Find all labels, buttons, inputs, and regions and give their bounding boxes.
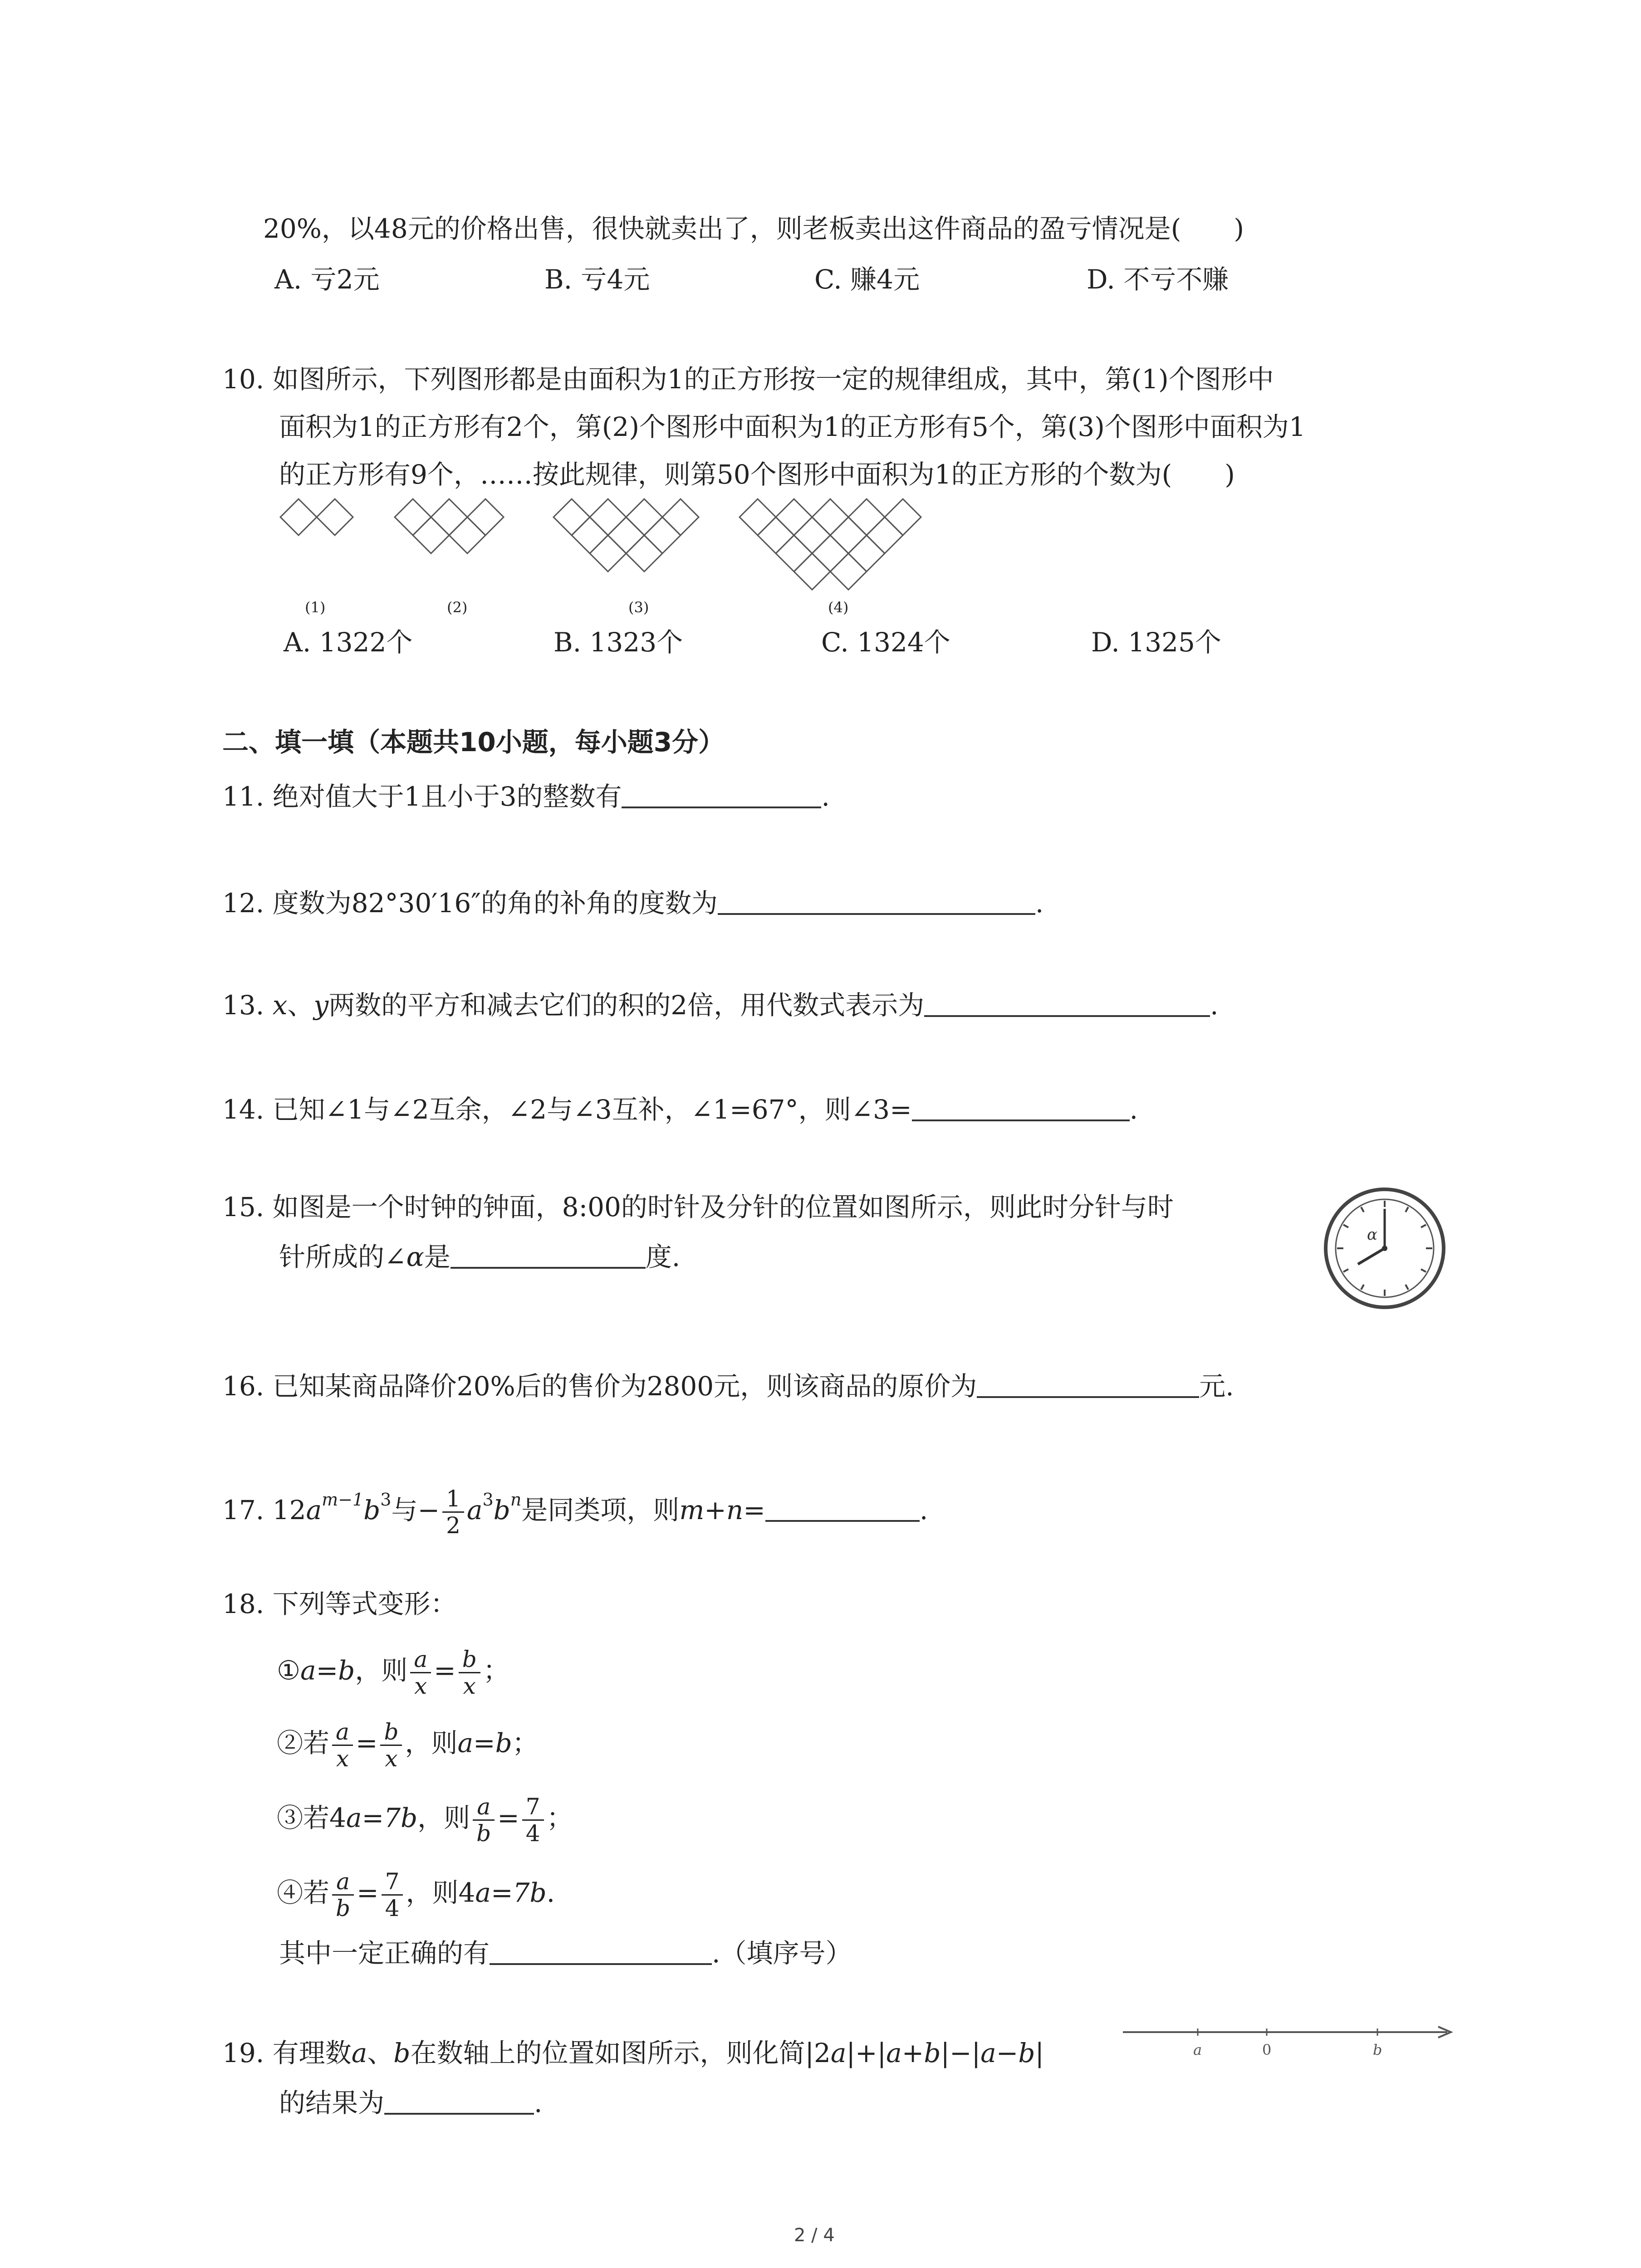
- s1-n1: a: [410, 1647, 431, 1673]
- q19-line1: [222, 2037, 1044, 2069]
- q17-number: 17. 12: [222, 1495, 306, 1525]
- q19-line2: [279, 2087, 542, 2119]
- q9-option-d: D. 不亏不赚: [1087, 264, 1229, 295]
- q16-text: 16. 已知某商品降价20%后的售价为2800元，则该商品的原价为: [222, 1371, 977, 1402]
- q19-end: .: [534, 2087, 543, 2118]
- q19-expression: |+|a+b|−|a−b|: [846, 2038, 1044, 2068]
- s1-eq: a=b: [300, 1655, 355, 1686]
- s4-d2: 4: [385, 1895, 400, 1921]
- s2-n2: b: [380, 1719, 402, 1746]
- s3-d2: 4: [525, 1820, 540, 1847]
- s3-pre: ③若4: [277, 1802, 346, 1833]
- s2-frac2: [380, 1719, 402, 1771]
- s3-frac2: [522, 1794, 544, 1846]
- s1-d1: x: [414, 1673, 427, 1699]
- figure-caption-1: (1): [305, 599, 326, 616]
- q9-text: 20%，以48元的价格出售，很快就卖出了，则老板卖出这件商品的盈亏情况是( ): [263, 213, 1244, 244]
- s3-n2: 7: [522, 1794, 544, 1821]
- number-line: [1121, 2019, 1456, 2059]
- q18-intro: 18. 下列等式变形：: [222, 1589, 457, 1619]
- q10-option-d: D. 1325个: [1091, 627, 1221, 658]
- q19-var-b: b: [393, 2038, 411, 2068]
- q10-line1: 10. 如图所示，下列图形都是由面积为1的正方形按一定的规律组成，其中，第(1)个图形中: [222, 364, 1274, 395]
- q15-end: 度.: [645, 1242, 681, 1272]
- q12: [222, 887, 1043, 919]
- q19-answer-blank[interactable]: [384, 2087, 534, 2115]
- q14: [222, 1093, 1138, 1126]
- s3-eq: a=7b: [346, 1802, 418, 1833]
- s1-frac2: [459, 1647, 480, 1699]
- q13-var-y: y: [314, 990, 329, 1021]
- s3-n1: a: [473, 1794, 495, 1821]
- figure-caption-2: (2): [447, 599, 468, 616]
- s3-mid: ，则: [417, 1802, 470, 1833]
- s1-pre: ①: [277, 1655, 300, 1686]
- q17-mid: 与−: [391, 1495, 440, 1525]
- q18-statement-1: [277, 1647, 509, 1699]
- s2-pre: ②若: [277, 1727, 330, 1759]
- s4-d1: b: [336, 1895, 351, 1921]
- s2-eq: a=b: [457, 1727, 512, 1759]
- s2-mid: ，则: [405, 1727, 458, 1759]
- q17-end: .: [919, 1495, 928, 1525]
- s4-n1: a: [332, 1869, 354, 1896]
- q10-line3: 的正方形有9个，……按此规律，则第50个图形中面积为1的正方形的个数为( ): [279, 459, 1235, 490]
- q10-line2: 面积为1的正方形有2个，第(2)个图形中面积为1的正方形有5个，第(3)个图形中面积为1: [279, 411, 1306, 442]
- q9-option-a: A. 亏2元: [274, 264, 380, 295]
- q15-answer-blank[interactable]: [451, 1241, 646, 1269]
- s1-d2: x: [463, 1673, 476, 1699]
- q10-option-a: A. 1322个: [284, 627, 413, 658]
- q12-end: .: [1035, 888, 1044, 919]
- s3-end: ；: [546, 1802, 573, 1833]
- figure-4: [740, 499, 921, 590]
- axis-label-0: 0: [1262, 2041, 1272, 2058]
- q17-var-a: a: [306, 1495, 322, 1525]
- q17-frac-den: 2: [446, 1512, 460, 1539]
- q19-text-c: 的结果为: [279, 2087, 385, 2118]
- figure-3: [554, 499, 699, 572]
- q14-text: 14. 已知∠1与∠2互余，∠2与∠3互补，∠1=67°，则∠3=: [222, 1094, 912, 1125]
- s4-pre: ④若: [277, 1877, 330, 1908]
- q17-exp3: 3: [482, 1490, 494, 1510]
- q18-statement-2: [277, 1719, 539, 1771]
- q17-text: 是同类项，则: [521, 1495, 680, 1525]
- s4-mid: ，则4: [406, 1877, 475, 1908]
- s4-end: .: [546, 1877, 555, 1908]
- q12-text: 12. 度数为82°30′16″的角的补角的度数为: [222, 888, 718, 919]
- q17: [222, 1483, 928, 1538]
- q11: [222, 780, 830, 813]
- q18-final-text: 其中一定正确的有: [279, 1938, 490, 1969]
- clock-icon: [1323, 1186, 1447, 1311]
- s4-eq: a=7b: [475, 1877, 547, 1908]
- q17-exp1: m−1: [322, 1490, 364, 1510]
- figure-1: [280, 499, 353, 535]
- q13-answer-blank[interactable]: [924, 989, 1210, 1017]
- q13-end: .: [1210, 990, 1219, 1021]
- q12-answer-blank[interactable]: [718, 887, 1035, 915]
- s1-eqs: =: [434, 1655, 456, 1686]
- q13-var-x: x: [272, 990, 288, 1021]
- q17-fraction: [442, 1486, 464, 1538]
- q18-final: [279, 1937, 852, 1970]
- q17-answer-blank[interactable]: [765, 1494, 920, 1522]
- q11-end: .: [821, 781, 830, 812]
- s3-d1: b: [476, 1820, 491, 1847]
- q13-sep: 、: [287, 990, 314, 1021]
- s2-frac1: [332, 1719, 353, 1771]
- q17-exp4: n: [510, 1490, 522, 1510]
- q13-text: 两数的平方和减去它们的积的2倍，用代数式表示为: [328, 990, 925, 1021]
- section-heading: 二、填一填（本题共10小题，每小题3分）: [222, 727, 725, 758]
- q17-exp2: 3: [380, 1490, 392, 1510]
- q9-option-b: B. 亏4元: [544, 264, 650, 295]
- s3-frac1: [473, 1794, 495, 1846]
- q13-number: 13.: [222, 990, 273, 1021]
- q19-var-a: a: [351, 2038, 367, 2068]
- axis-label-a: a: [1193, 2041, 1202, 2058]
- q11-answer-blank[interactable]: [622, 780, 821, 808]
- q15-text-b: 是: [424, 1242, 451, 1272]
- figure-caption-3: (3): [628, 599, 649, 616]
- q16-answer-blank[interactable]: [977, 1370, 1199, 1398]
- q18-final-end: .（填序号）: [712, 1938, 852, 1969]
- page-number: 2 / 4: [794, 2225, 835, 2246]
- q17-var-a2: a: [466, 1495, 483, 1525]
- q17-var-b: b: [363, 1495, 381, 1525]
- q19-text-a: 19. 有理数: [222, 2038, 352, 2068]
- q15-alpha: α: [406, 1242, 424, 1272]
- q10-option-c: C. 1324个: [821, 627, 950, 658]
- q13: [222, 989, 1219, 1022]
- figure-2: [395, 499, 504, 553]
- s1-mid: ，则: [355, 1655, 408, 1686]
- s1-n2: b: [459, 1647, 480, 1673]
- q19-var-a2: a: [830, 2038, 847, 2068]
- q15-line2: [279, 1241, 680, 1273]
- s4-eqs: =: [357, 1877, 379, 1908]
- s2-n1: a: [332, 1719, 353, 1746]
- q19-text-b: 在数轴上的位置如图所示，则化简|2: [410, 2038, 831, 2068]
- q19-sep: 、: [367, 2038, 394, 2068]
- clock-angle-label: α: [1367, 1226, 1377, 1244]
- q17-var-b2: b: [493, 1495, 510, 1525]
- s4-frac1: [332, 1869, 354, 1921]
- s4-frac2: [382, 1869, 403, 1921]
- s2-eqs: =: [355, 1727, 378, 1759]
- q11-text: 11. 绝对值大于1且小于3的整数有: [222, 781, 622, 812]
- q9-option-c: C. 赚4元: [814, 264, 920, 295]
- q10-option-b: B. 1323个: [554, 627, 683, 658]
- s2-end: ；: [512, 1727, 539, 1759]
- s1-frac1: [410, 1647, 431, 1699]
- q17-frac-num: 1: [442, 1486, 464, 1513]
- s2-d2: x: [385, 1745, 398, 1772]
- q14-answer-blank[interactable]: [912, 1093, 1130, 1121]
- q18-statement-4: [277, 1869, 555, 1921]
- s3-eqs: =: [497, 1802, 519, 1833]
- q15-text-a: 针所成的∠: [279, 1242, 407, 1272]
- q14-end: .: [1129, 1094, 1138, 1125]
- s4-n2: 7: [382, 1869, 403, 1896]
- q16-end: 元.: [1199, 1371, 1234, 1402]
- s1-end: ；: [483, 1655, 509, 1686]
- q16: [222, 1370, 1234, 1403]
- square-pattern-figures: [272, 490, 953, 617]
- q18-answer-blank[interactable]: [490, 1937, 712, 1965]
- figure-caption-4: (4): [828, 599, 849, 616]
- axis-label-b: b: [1373, 2041, 1382, 2058]
- s2-d1: x: [336, 1745, 349, 1772]
- q15-line1: 15. 如图是一个时钟的钟面，8:00的时针及分针的位置如图所示，则此时分针与时: [222, 1192, 1174, 1222]
- q18-statement-3: [277, 1794, 573, 1846]
- q17-mn: m+n=: [679, 1495, 765, 1525]
